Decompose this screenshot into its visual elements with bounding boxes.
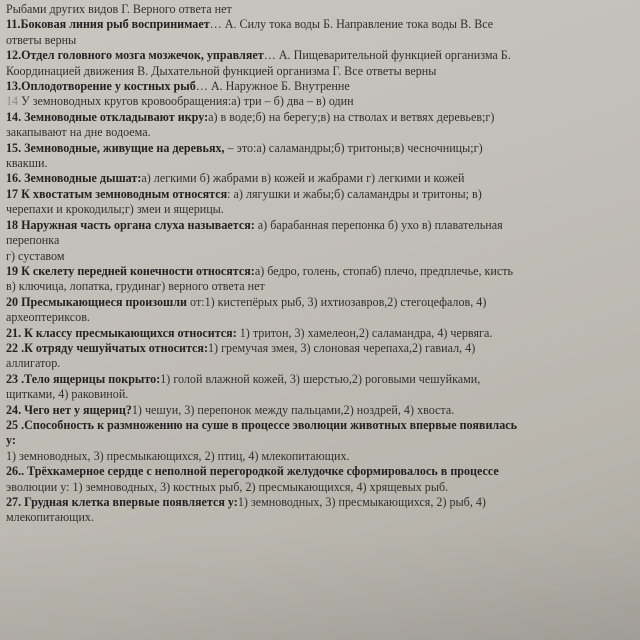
question-text: 24. Чего нет у ящериц? — [6, 402, 132, 417]
text-line — [6, 418, 630, 433]
answer-text: квакши. — [6, 156, 48, 171]
text-line — [6, 249, 630, 264]
answer-text: Координацией движения В. Дыхательной функцией организма Г. Все ответы верны — [6, 63, 437, 78]
answer-text: а) легкими б) жабрами в) кожей и жабрами г) легкими и кожей — [141, 171, 465, 186]
answer-text: ответы верны — [6, 32, 77, 47]
answer-text: а) барабанная перепонка б) ухо в) плавательная — [254, 217, 503, 232]
text-line — [6, 356, 630, 371]
answer-text: … А. Пищеварительной функцией организма Б. — [263, 48, 511, 63]
text-line — [6, 233, 630, 248]
text-line — [6, 326, 630, 341]
faded-number: 14 — [6, 94, 19, 109]
question-text: 11.Боковая линия рыб воспринимает — [6, 17, 210, 32]
answer-text: Рыбами других видов Г. Верного ответа нет — [6, 2, 232, 16]
text-line — [6, 341, 630, 356]
text-line — [6, 33, 630, 48]
answer-text: щитками, 4) раковиной. — [6, 387, 129, 402]
answer-text: – это:а) саламандры;б) тритоны;в) чесночницы;г) — [224, 140, 483, 155]
text-line — [6, 372, 630, 387]
text-line — [6, 295, 630, 310]
question-text: 18 Наружная часть органа слуха называется: — [6, 217, 255, 232]
text-line — [6, 480, 630, 495]
answer-text: эволюции у: 1) земноводных, 3) костных рыб, 2) пресмыкающихся, 4) хрящевых рыб. — [6, 479, 449, 494]
answer-text: 1) голой влажной кожей, 3) шерстью,2) роговыми чешуйками, — [160, 371, 481, 386]
answer-text: 1) чешуи, 3) перепонок между пальцами,2) ноздрей, 4) хвоста. — [131, 402, 455, 417]
question-text: у: — [6, 433, 16, 448]
answer-text: закапывают на дне водоема. — [6, 125, 151, 140]
text-line — [6, 64, 630, 79]
text-line — [6, 17, 630, 32]
answer-text: млекопитающих. — [6, 510, 94, 525]
text-line — [6, 279, 630, 294]
question-text: 20 Пресмыкающиеся произошли — [6, 294, 188, 309]
question-text: 26.. Трёхкамерное сердце с неполной перегородкой желудочке сформировалось в процессе — [6, 464, 499, 479]
answer-text: перепонка — [6, 233, 60, 248]
text-line — [6, 187, 630, 202]
text-line — [6, 310, 630, 325]
text-line — [6, 510, 630, 525]
answer-text: а) бедро, голень, стопаб) плечо, предплечье, кисть — [254, 263, 514, 278]
text-line — [6, 2, 630, 17]
question-text: 27. Грудная клетка впервые появляется у: — [6, 495, 238, 509]
answer-text: 1) земноводных, 3) пресмыкающихся, 2) птиц, 4) млекопитающих. — [6, 448, 350, 463]
question-text: 25 .Способность к размножению на суше в процессе эволюции животных впервые появилась — [6, 417, 518, 432]
question-text: 12.Отдел головного мозга мозжечок, управляет — [6, 48, 264, 63]
answer-text: а) в воде;б) на берегу;в) на стволах и ветвях деревьев;г) — [208, 109, 495, 124]
answer-text: : а) лягушки и жабы;б) саламандры и тритоны; в) — [227, 186, 482, 201]
answer-text: 1) гремучая змея, 3) слоновая черепаха,2) гавиал, 4) — [208, 340, 476, 355]
text-line — [6, 171, 630, 186]
text-line — [6, 218, 630, 233]
answer-text: от:1) кистепёрых рыб, 3) ихтиозавров,2) стегоцефалов, 4) — [187, 294, 487, 309]
answer-text: … А. Силу тока воды Б. Направление тока воды В. Все — [209, 17, 494, 32]
question-text: 19 К скелету передней конечности относятся: — [6, 263, 255, 278]
text-line — [6, 202, 630, 217]
text-line — [6, 403, 630, 418]
answer-text: У земноводных кругов кровообращения:а) три – б) два – в) один — [18, 94, 354, 109]
answer-text: черепахи и крокодилы;г) змеи и ящерицы. — [6, 202, 224, 217]
text-line — [6, 156, 630, 171]
question-text: 23 .Тело ящерицы покрыто: — [6, 371, 161, 386]
text-line — [6, 264, 630, 279]
question-text: 15. Земноводные, живущие на деревьях, — [6, 140, 225, 155]
question-text: 14. Земноводные откладывают икру: — [6, 109, 209, 124]
text-line — [6, 433, 630, 448]
text-line — [6, 464, 630, 479]
text-line — [6, 449, 630, 464]
answer-text: г) суставом — [6, 248, 65, 263]
answer-text: … А. Наружное Б. Внутренне — [195, 79, 350, 94]
text-line — [6, 495, 630, 510]
text-line — [6, 48, 630, 63]
question-text: 16. Земноводные дышат: — [6, 171, 142, 186]
text-line — [6, 125, 630, 140]
question-text: 21. К классу пресмыкающихся относится: — [6, 325, 237, 340]
question-text: 13.Оплодотворение у костных рыб — [6, 79, 196, 94]
answer-text: аллигатор. — [6, 356, 61, 371]
answer-text: 1) тритон, 3) хамелеон,2) саламандра, 4) червяга. — [236, 325, 493, 340]
answer-text: археоптериксов. — [6, 310, 90, 325]
text-line — [6, 79, 630, 94]
answer-text: 1) земноводных, 3) пресмыкающихся, 2) рыб, 4) — [237, 495, 486, 509]
text-line — [6, 94, 630, 109]
question-text: 17 К хвостатым земноводным относятся — [6, 186, 228, 201]
text-line — [6, 141, 630, 156]
answer-text: в) ключица, лопатка, грудинаг) верного ответа нет — [6, 279, 265, 294]
text-line — [6, 110, 630, 125]
question-text: 22 .К отряду чешуйчатых относится: — [6, 340, 208, 355]
text-line — [6, 387, 630, 402]
